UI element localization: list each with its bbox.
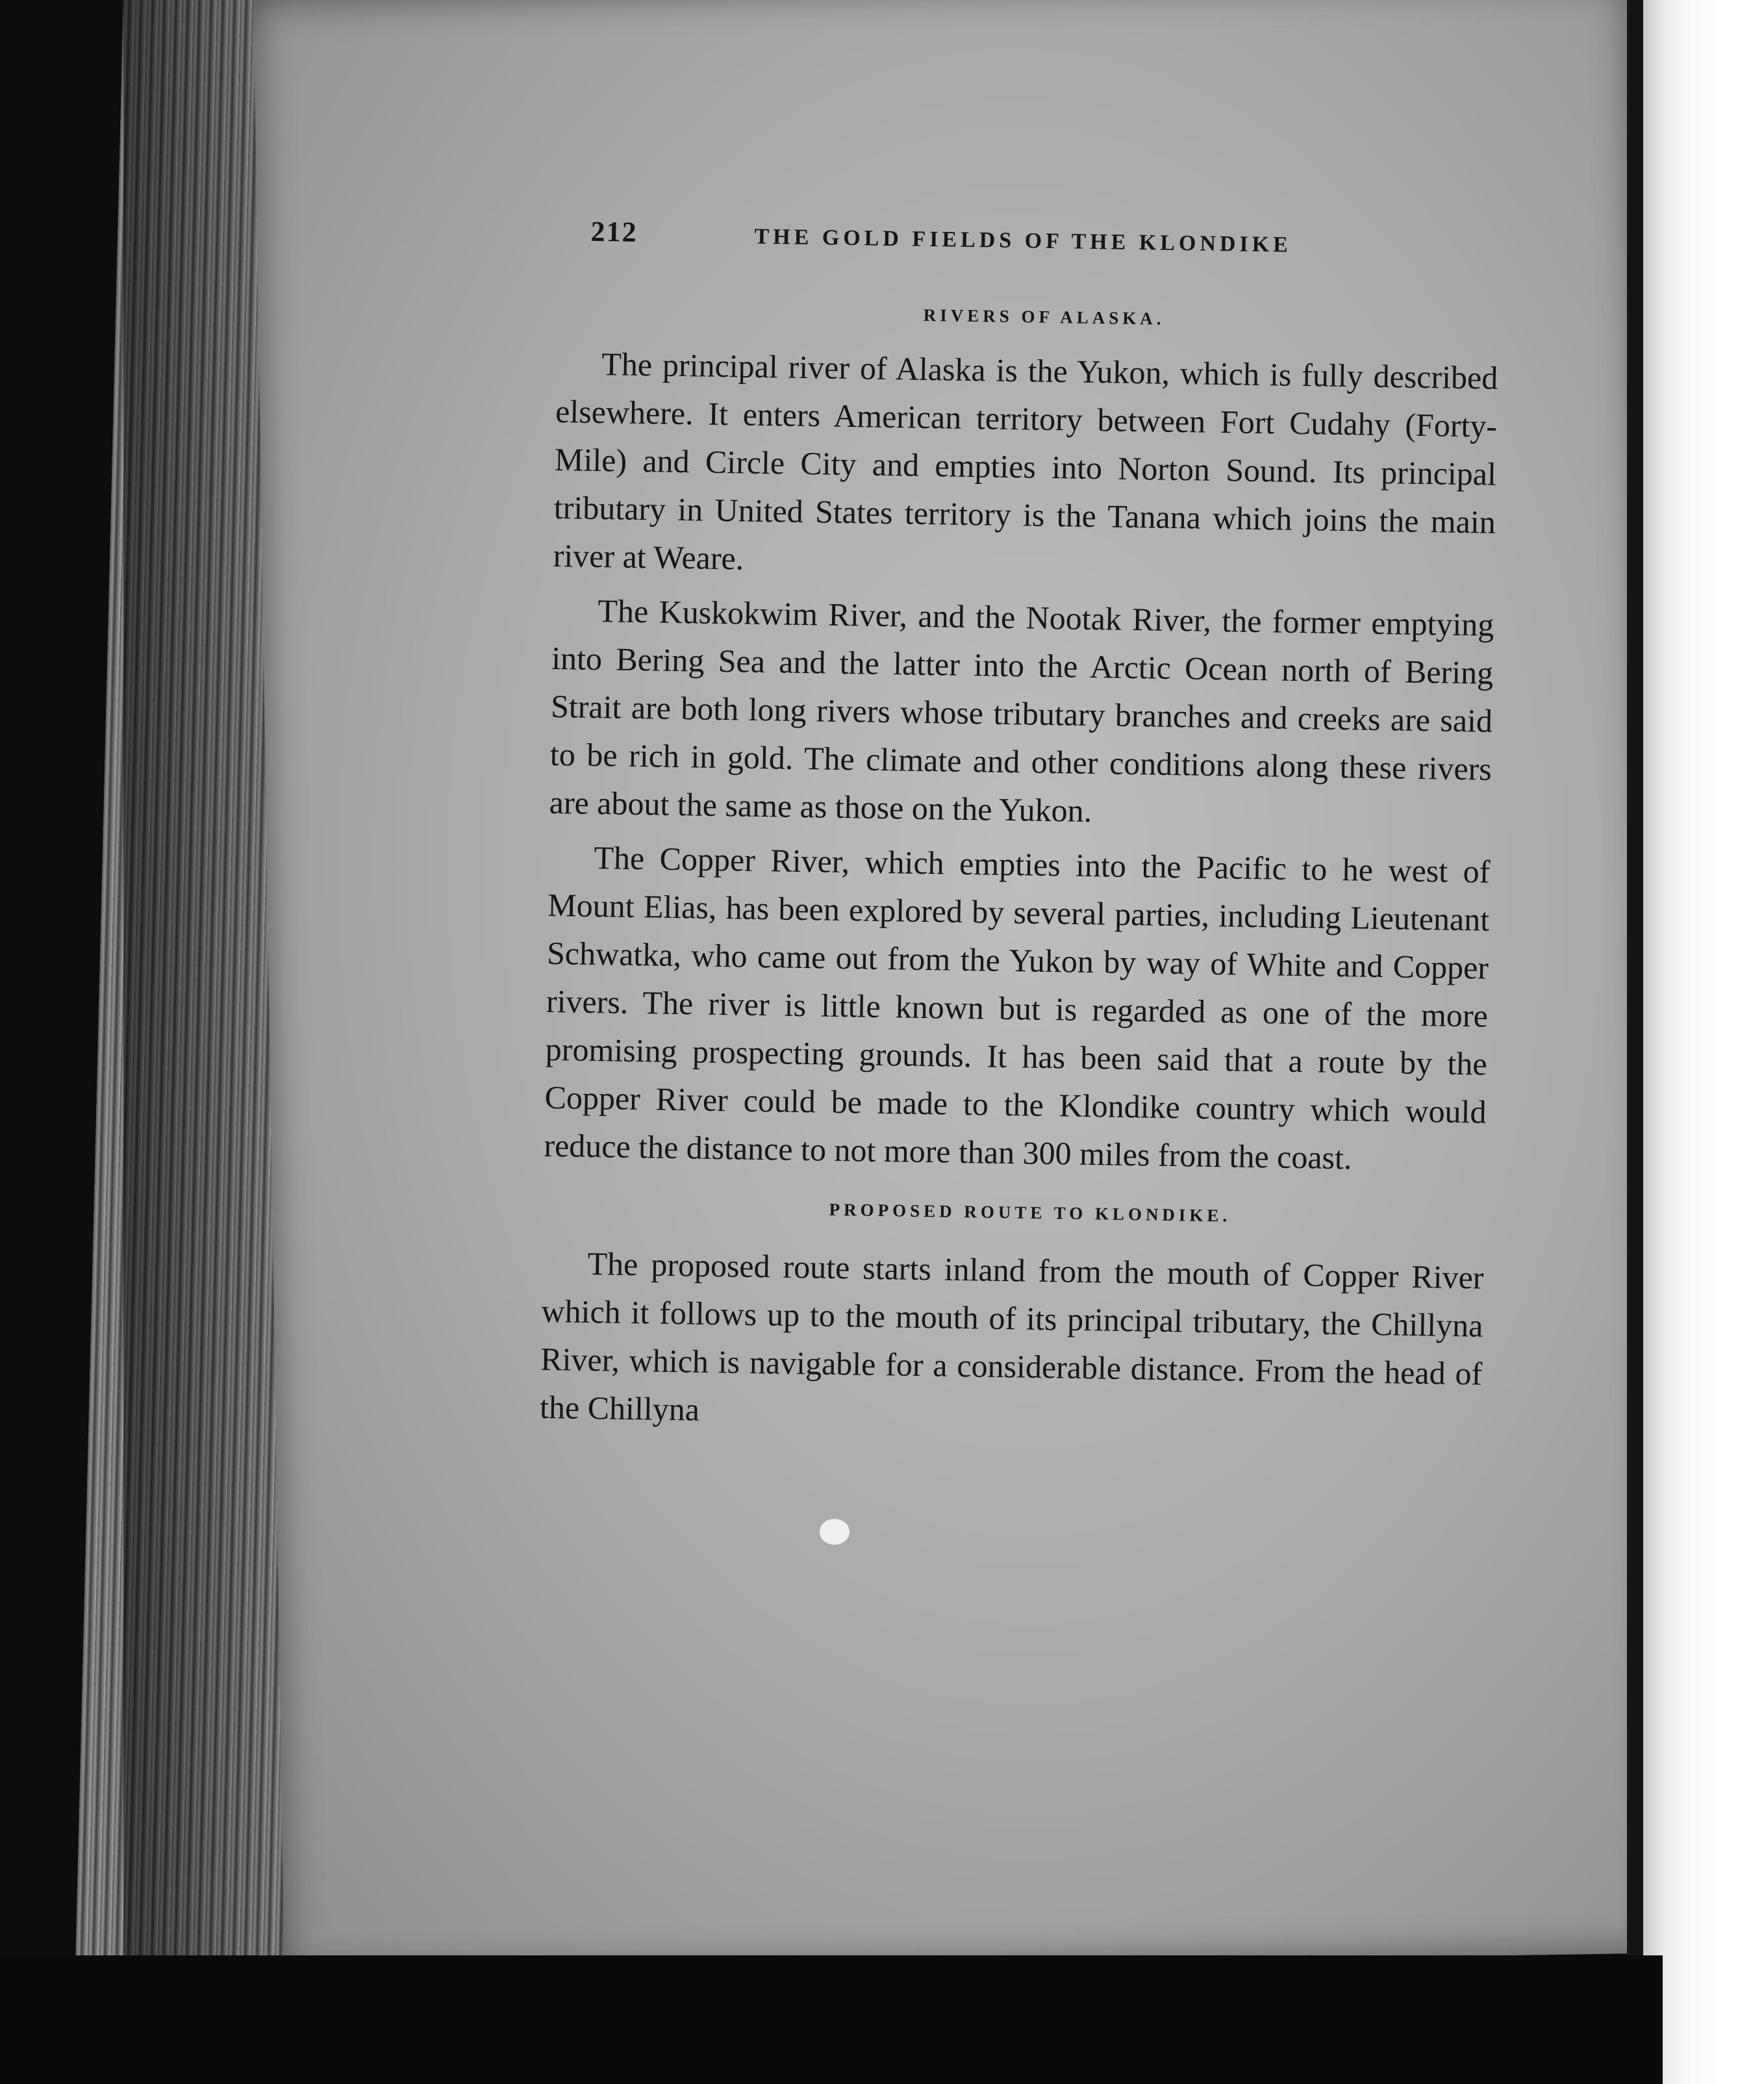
paragraph: The principal river of Alaska is the Yukon, which is fully described elsewhere. It enters American territory between Fort Cudahy (Forty-Mile) and Circle City and empties into Norton Sound. Its principal tributary in United States territory is the Tanana which joins the main river at Weare. (553, 346, 1498, 577)
page-number: 212 (590, 215, 638, 248)
bottom-background (0, 1955, 1663, 2084)
paragraph: The Kuskokwim River, and the Nootak River, the former emptying into Bering Sea and the latter into the Arctic Ocean north of Bering Strait are both long rivers whose tributary branches and creeks are said to be rich in gold. The climate and other conditions along these rivers are about the same as those on the Yukon. (549, 592, 1494, 830)
section-heading: PROPOSED ROUTE TO KLONDIKE. (829, 1199, 1231, 1226)
paragraph: The proposed route starts inland from the mouth of Copper River which it follows up to the mouth of its principal tributary, the Chillyna River, which is navigable for a considerable distance. From the head of the Chillyna (539, 1245, 1484, 1428)
running-title: THE GOLD FIELDS OF THE KLONDIKE (754, 224, 1292, 257)
right-margin (1643, 0, 1764, 2084)
paper-blemish (820, 1519, 850, 1545)
page-text (539, 214, 1532, 1453)
paragraph: The Copper River, which empties into the Pacific to he west of Mount Elias, has been explored by several parties, including Lieutenant Schwatka, who came out from the Yukon by way of White and Copper rivers. The river is little known but is regarded as one of the more promising prospecting grounds. It has been said that a route by the Copper River could be made to the Klondike country which would reduce the distance to not more than 300 miles from the coast. (544, 839, 1491, 1176)
section-heading: RIVERS OF ALASKA. (923, 305, 1165, 329)
